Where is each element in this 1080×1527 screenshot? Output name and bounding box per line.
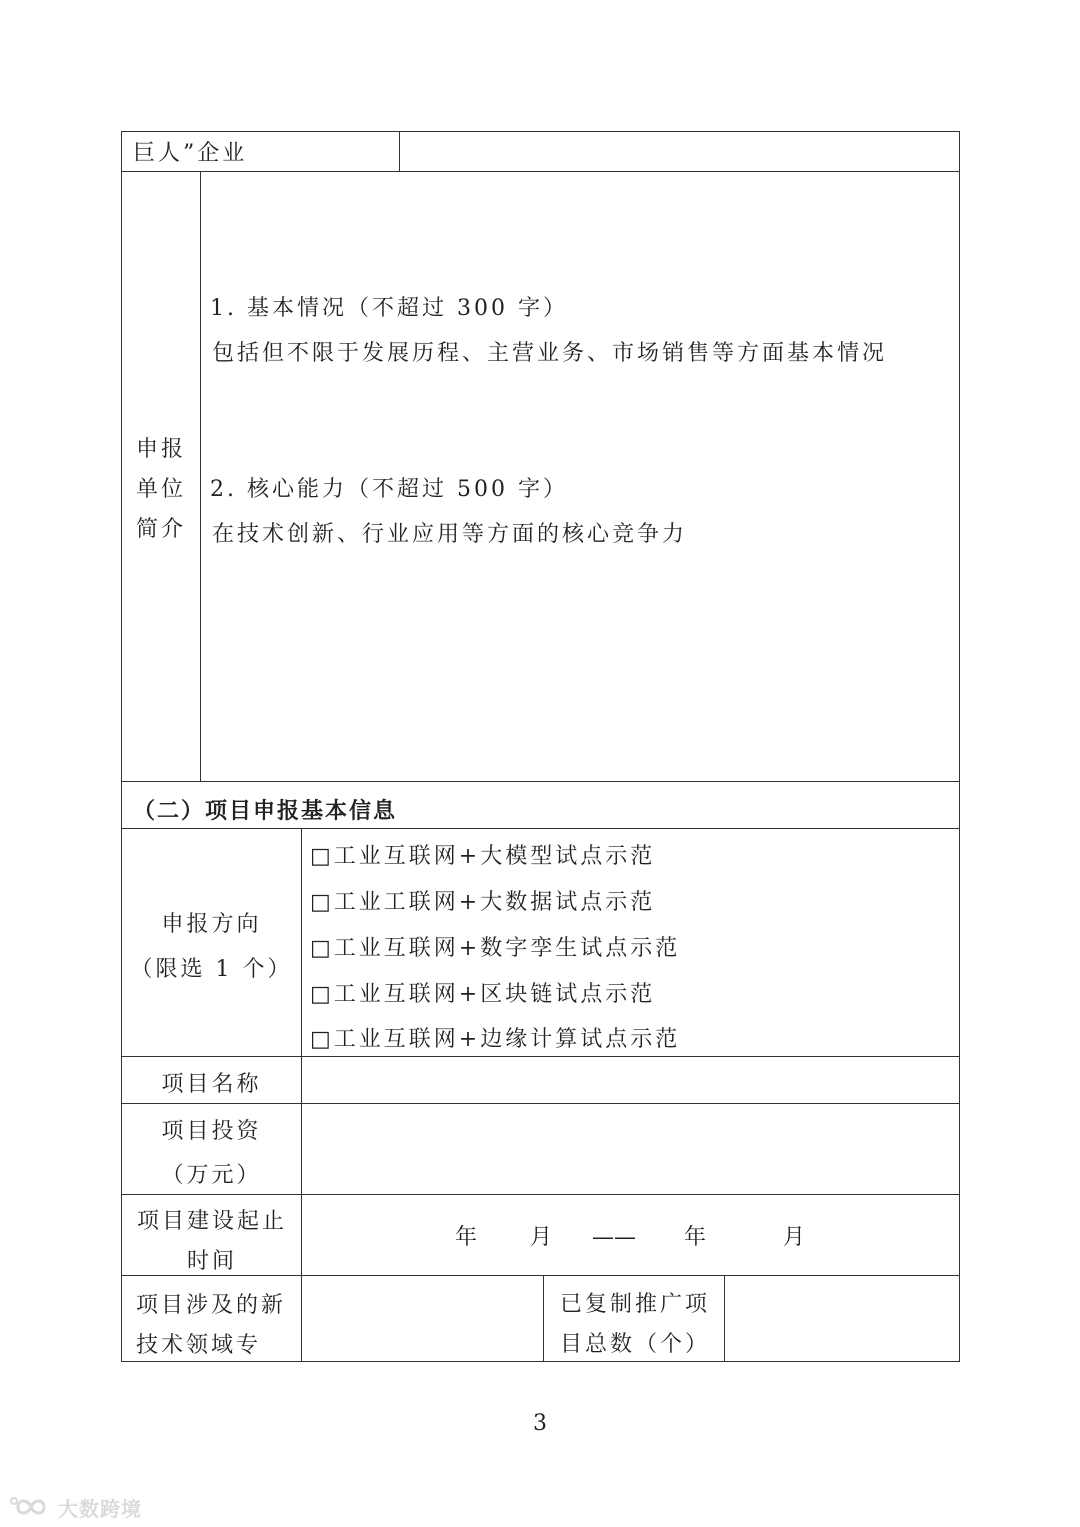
watermark (10, 1492, 142, 1522)
direction-option-llm[interactable]: □工业互联网+大模型试点示范 (310, 844, 656, 869)
start-month-unit: 月 (530, 1225, 556, 1250)
project-name-field[interactable] (302, 1057, 959, 1103)
investment-unit: （万元） (161, 1163, 262, 1188)
direction-option-blockchain[interactable]: □工业互联网+区块链试点示范 (310, 982, 656, 1007)
direction-option-digital-twin[interactable]: □工业互联网+数字孪生试点示范 (310, 936, 681, 961)
table-right-border (959, 131, 960, 1362)
basic-info-description: 包括但不限于发展历程、主营业务、市场销售等方面基本情况 (212, 341, 888, 366)
watermark-text: 大数跨境 (58, 1496, 142, 1521)
giant-enterprise-label: 巨人”企业 (133, 141, 248, 166)
page-number: 3 (533, 1411, 547, 1436)
end-year-unit: 年 (684, 1225, 710, 1250)
giant-enterprise-value-cell[interactable] (400, 132, 959, 171)
start-year-unit: 年 (455, 1225, 481, 1250)
period-label: 项目建设起止时间 (136, 1209, 287, 1274)
profile-label: 申报单位简介 (136, 437, 187, 542)
end-month-unit: 月 (783, 1225, 809, 1250)
row-divider (121, 781, 960, 782)
direction-option-edge-computing[interactable]: □工业互联网+边缘计算试点示范 (310, 1027, 681, 1052)
section-heading: （二）项目申报基本信息 (133, 798, 398, 824)
direction-limit-note: （限选 1 个） (130, 957, 293, 982)
basic-info-title: 1. 基本情况（不超过 300 字） (210, 296, 568, 321)
core-capability-description: 在技术创新、行业应用等方面的核心竞争力 (212, 522, 688, 547)
investment-field[interactable] (302, 1104, 959, 1194)
direction-label: 申报方向 (161, 912, 262, 937)
period-dash: —— (592, 1225, 636, 1250)
project-name-label: 项目名称 (161, 1072, 262, 1097)
tech-field-label: 项目涉及的新技术领域专 (136, 1293, 287, 1358)
infinity-logo-icon (10, 1494, 52, 1520)
core-capability-title: 2. 核心能力（不超过 500 字） (210, 477, 568, 502)
tech-field-value-cell[interactable] (302, 1276, 543, 1361)
investment-label: 项目投资 (161, 1119, 262, 1144)
row-divider (121, 828, 960, 829)
replicated-count-field[interactable] (725, 1276, 959, 1361)
direction-option-big-data[interactable]: □工业工联网+大数据试点示范 (310, 890, 656, 915)
replicated-count-label: 已复制推广项目总数（个） (560, 1292, 711, 1357)
col-divider (543, 1275, 544, 1361)
